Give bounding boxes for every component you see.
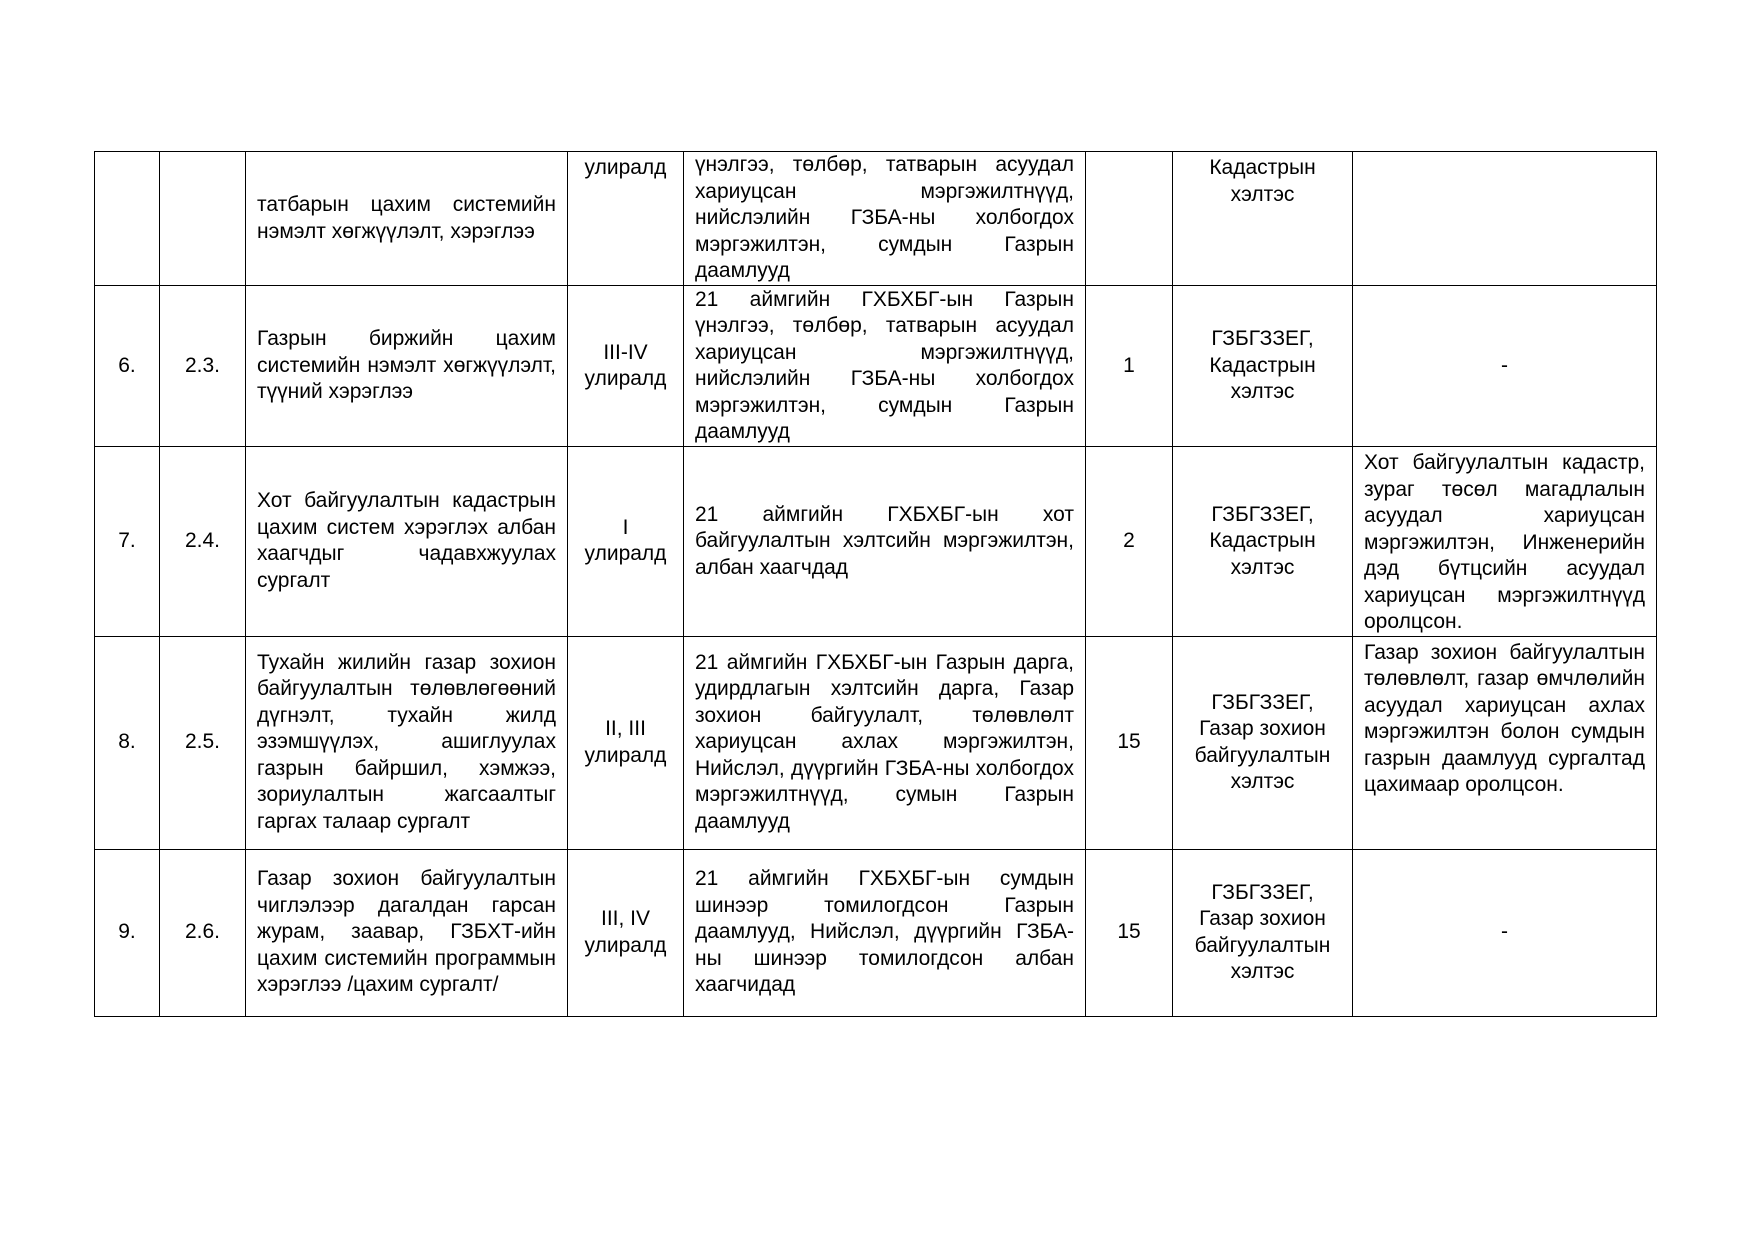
period-cell [568, 286, 684, 447]
table-row [95, 152, 1657, 286]
count-cell [1086, 152, 1173, 286]
organizer-text: ГЗБГЗЗЕГ, Газар зохион байгуулалтын хэлтэс [1194, 690, 1331, 793]
training-topic-text: Газар зохион байгуулалтын чиглэлээр дагалдан гарсан журам, заавар, ГЗБХТ-ийн цахим системийн программын хэрэглээ /цахим сургалт/ [257, 867, 556, 997]
participants-cell [684, 636, 1086, 849]
training-topic-cell [246, 636, 568, 849]
training-topic-cell [246, 152, 568, 286]
participants-text: 21 аймгийн ГХБХБГ-ын Газрын үнэлгээ, төлбөр, татварын асуудал хариуцсан мэргэжилтнүүд, нийслэлийн ГЗБА-ны холбогдох мэргэжилтэн, сумдын Газрын даамлууд [695, 287, 1074, 443]
training-plan-table [94, 151, 1657, 1017]
note-cell: - [1353, 849, 1657, 1016]
training-topic-cell [246, 849, 568, 1016]
period-text: III, IV улиралд [584, 907, 667, 957]
period-text: улиралд [584, 156, 667, 179]
table-row [95, 849, 1657, 1016]
participants-text: үнэлгээ, төлбөр, татварын асуудал хариуцсан мэргэжилтнүүд, нийслэлийн ГЗБА-ны холбогдох мэргэжилтэн, сумдын Газрын даамлууд [695, 153, 1074, 283]
period-text: I улиралд [584, 515, 667, 566]
period-cell [568, 447, 684, 637]
participants-text: 21 аймгийн ГХБХБГ-ын хот байгуулалтын хэлтсийн мэргэжилтэн, албан хаагчдад [695, 502, 1074, 579]
period-text: II, III улиралд [584, 717, 667, 767]
count-cell: 2 [1086, 447, 1173, 637]
note-cell: - [1353, 286, 1657, 447]
row-code-cell: 2.6. [160, 849, 246, 1016]
table-row [95, 447, 1657, 637]
training-topic-text: татбарын цахим системийн нэмэлт хөгжүүлэлт, хэрэглээ [257, 193, 556, 243]
training-topic-cell [246, 286, 568, 447]
row-number-cell: 7. [95, 447, 160, 637]
organizer-text: ГЗБГЗЗЕГ, Газар зохион байгуулалтын хэлтэс [1194, 880, 1331, 983]
organizer-cell [1173, 849, 1353, 1016]
row-number-cell: 8. [95, 636, 160, 849]
note-cell [1353, 152, 1657, 286]
organizer-text: ГЗБГЗЗЕГ, Кадастрын хэлтэс [1209, 502, 1316, 579]
participants-cell [684, 286, 1086, 447]
note-text: Хот байгуулалтын кадастр, зураг төсөл магадлалын асуудал хариуцсан мэргэжилтэн, Инженерийн дэд бүтцсийн асуудал хариуцсан мэргэжилтнүүд оролцсон. [1364, 451, 1645, 633]
participants-cell [684, 447, 1086, 637]
organizer-cell [1173, 286, 1353, 447]
organizer-text: ГЗБГЗЗЕГ, Кадастрын хэлтэс [1209, 327, 1316, 404]
row-code-cell: 2.5. [160, 636, 246, 849]
training-topic-text: Газрын биржийн цахим системийн нэмэлт хөгжүүлэлт, түүний хэрэглээ [257, 327, 556, 404]
row-number-cell: 9. [95, 849, 160, 1016]
row-code-cell: 2.3. [160, 286, 246, 447]
note-cell [1353, 636, 1657, 849]
period-cell [568, 849, 684, 1016]
count-cell: 15 [1086, 849, 1173, 1016]
count-cell: 15 [1086, 636, 1173, 849]
organizer-cell [1173, 447, 1353, 637]
table-row [95, 286, 1657, 447]
organizer-cell [1173, 152, 1353, 286]
participants-cell [684, 849, 1086, 1016]
training-topic-cell [246, 447, 568, 637]
row-code-cell [160, 152, 246, 286]
participants-cell [684, 152, 1086, 286]
note-cell [1353, 447, 1657, 637]
period-cell [568, 152, 684, 286]
organizer-text: Кадастрын хэлтэс [1209, 156, 1316, 206]
note-text: Газар зохион байгуулалтын төлөвлөлт, газар өмчлөлийн асуудал хариуцсан ахлах мэргэжилтэн болон сумдын газрын даамлууд сургалтад цахимаар оролцсон. [1364, 640, 1645, 796]
period-cell [568, 636, 684, 849]
count-cell: 1 [1086, 286, 1173, 447]
organizer-cell [1173, 636, 1353, 849]
participants-text: 21 аймгийн ГХБХБГ-ын Газрын дарга, удирдлагын хэлтсийн дарга, Газар зохион байгуулалт, төлөвлөлт хариуцсан ахлах мэргэжилтэн, Нийслэл, дүүргийн ГЗБА-ны холбогдох мэргэжилтнүүд, сумын Газрын даамлууд [695, 650, 1074, 833]
row-code-cell: 2.4. [160, 447, 246, 637]
row-number-cell [95, 152, 160, 286]
training-topic-text: Тухайн жилийн газар зохион байгуулалтын төлөвлөгөөний дүгнэлт, тухайн жилд эзэмшүүлэх, ашиглуулах газрын байршил, хэмжээ, зориулалтын жагсаалтыг гаргах талаар сургалт [257, 650, 556, 833]
participants-text: 21 аймгийн ГХБХБГ-ын сумдын шинээр томилогдсон Газрын даамлууд, Нийслэл, дүүргийн ГЗБА-ны шинээр томилогдсон албан хаагчидад [695, 867, 1074, 997]
row-number-cell: 6. [95, 286, 160, 447]
period-text: III-IV улиралд [584, 340, 667, 390]
table-row [95, 636, 1657, 849]
training-topic-text: Хот байгуулалтын кадастрын цахим систем хэрэглэх албан хаагчдыг чадавхжуулах сургалт [257, 489, 556, 592]
